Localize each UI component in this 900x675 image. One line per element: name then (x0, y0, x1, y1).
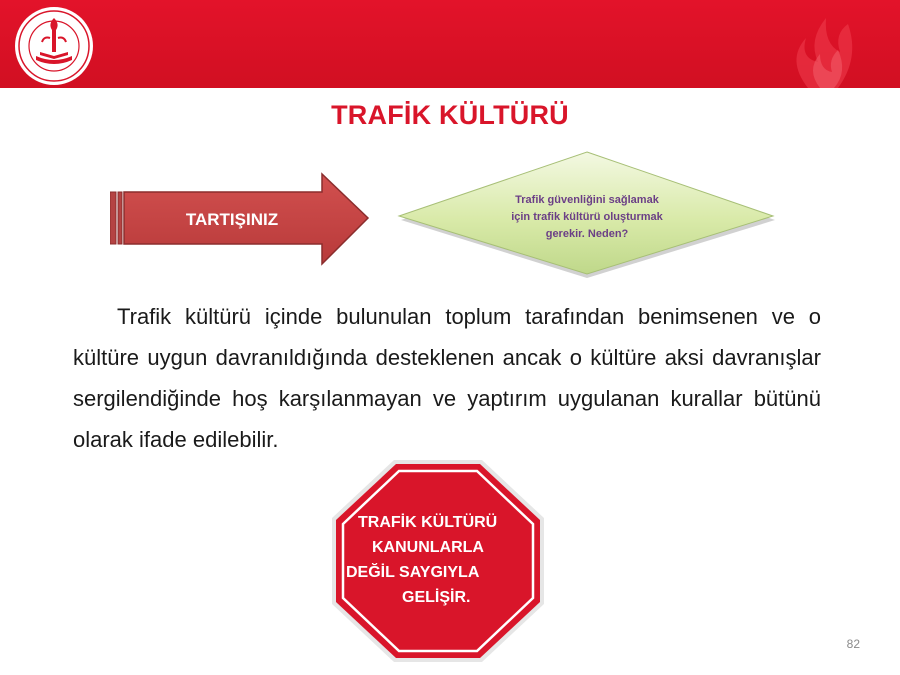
page-number: 82 (846, 637, 860, 651)
discussion-arrow (110, 172, 378, 268)
stop-sign-text (342, 510, 534, 610)
question-line: gerekir. Neden? (545, 228, 629, 240)
stop-sign-line: DEĞİL SAYGIYLA (346, 564, 480, 581)
question-line: Trafik güvenliğini sağlamak (515, 194, 659, 206)
stop-sign-line: TRAFİK KÜLTÜRÜ (358, 514, 498, 531)
flame-icon (768, 0, 868, 88)
page-title: TRAFİK KÜLTÜRÜ (331, 100, 569, 130)
discussion-arrow-label: TARTIŞINIZ (185, 210, 279, 229)
question-diamond (395, 150, 779, 282)
definition-paragraph: Trafik kültürü içinde bulunulan toplum tarafından benimsenen ve o kültüre uygun davranıldığında desteklenen ancak o kültüre aksi davranışlar sergilendiğinde hoş karşılanmayan ve yaptırım uygulanan kurallar bütünü olarak ifade edilebilir. (73, 304, 821, 452)
question-text (485, 192, 689, 243)
stop-sign-line: GELİŞİR. (402, 589, 471, 606)
question-line: için trafik kültürü oluşturmak (511, 211, 663, 223)
header-bar (0, 0, 900, 88)
stop-sign-line: KANUNLARLA (372, 539, 484, 556)
meb-emblem-icon (14, 6, 94, 86)
stop-sign (328, 456, 548, 666)
